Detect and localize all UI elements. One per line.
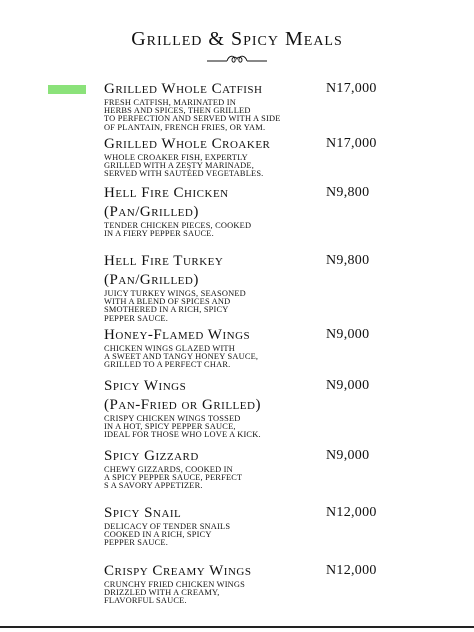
- item-price: N9,800: [326, 253, 370, 268]
- item-description: CRUNCHY FRIED CHICKEN WINGS DRIZZLED WITH A CREAMY, FLAVORFUL SAUCE.: [104, 580, 246, 606]
- item-subtitle: (Pan-Fried or Grilled): [104, 397, 261, 413]
- item-name: Spicy Wings: [104, 378, 187, 394]
- item-description: CHICKEN WINGS GLAZED WITH A SWEET AND TANGY HONEY SAUCE, GRILLED TO A PERFECT CHAR.: [104, 344, 259, 370]
- item-name: Spicy Gizzard: [104, 448, 199, 464]
- item-price: N9,000: [326, 327, 370, 342]
- item-name: Honey-Flamed Wings: [104, 327, 251, 343]
- item-price: N9,000: [326, 378, 370, 393]
- item-price: N12,000: [326, 563, 377, 578]
- item-name: Hell Fire Turkey: [104, 253, 224, 269]
- item-price: N17,000: [326, 81, 377, 96]
- item-price: N12,000: [326, 505, 377, 520]
- item-description: WHOLE CROAKER FISH, EXPERTLY GRILLED WITH A ZESTY MARINADE, SERVED WITH SAUTÉED VEGETABLES.: [104, 153, 264, 179]
- item-description: FRESH CATFISH, MARINATED IN HERBS AND SPICES, THEN GRILLED TO PERFECTION AND SERVED WITH A SIDE OF PLANTAIN, FRENCH FRIES, OR YAM.: [104, 98, 281, 132]
- item-price: N9,800: [326, 185, 370, 200]
- item-subtitle: (Pan/Grilled): [104, 204, 199, 220]
- item-name: Spicy Snail: [104, 505, 182, 521]
- item-price: N9,000: [326, 448, 370, 463]
- item-description: CRISPY CHICKEN WINGS TOSSED IN A HOT, SPICY PEPPER SAUCE, IDEAL FOR THOSE WHO LOVE A KICK.: [104, 414, 261, 440]
- item-name: Grilled Whole Catfish: [104, 81, 263, 97]
- item-description: TENDER CHICKEN PIECES, COOKED IN A FIERY PEPPER SAUCE.: [104, 221, 252, 239]
- menu-title: Grilled & Spicy Meals: [131, 28, 343, 50]
- item-price: N17,000: [326, 136, 377, 151]
- item-name: Hell Fire Chicken: [104, 185, 229, 201]
- item-name: Grilled Whole Croaker: [104, 136, 271, 152]
- item-description: CHEWY GIZZARDS, COOKED IN A SPICY PEPPER SAUCE, PERFECT S A SAVORY APPETIZER.: [104, 465, 243, 491]
- highlight-marker: [48, 85, 86, 94]
- item-name: Crispy Creamy Wings: [104, 563, 252, 579]
- bottom-divider: [0, 626, 474, 628]
- item-description: DELICACY OF TENDER SNAILS COOKED IN A RICH, SPICY PEPPER SAUCE.: [104, 522, 231, 548]
- item-subtitle: (Pan/Grilled): [104, 272, 199, 288]
- item-description: JUICY TURKEY WINGS, SEASONED WITH A BLEND OF SPICES AND SMOTHERED IN A RICH, SPICY PEPPER SAUCE.: [104, 289, 246, 323]
- flourish-ornament-icon: [205, 52, 269, 66]
